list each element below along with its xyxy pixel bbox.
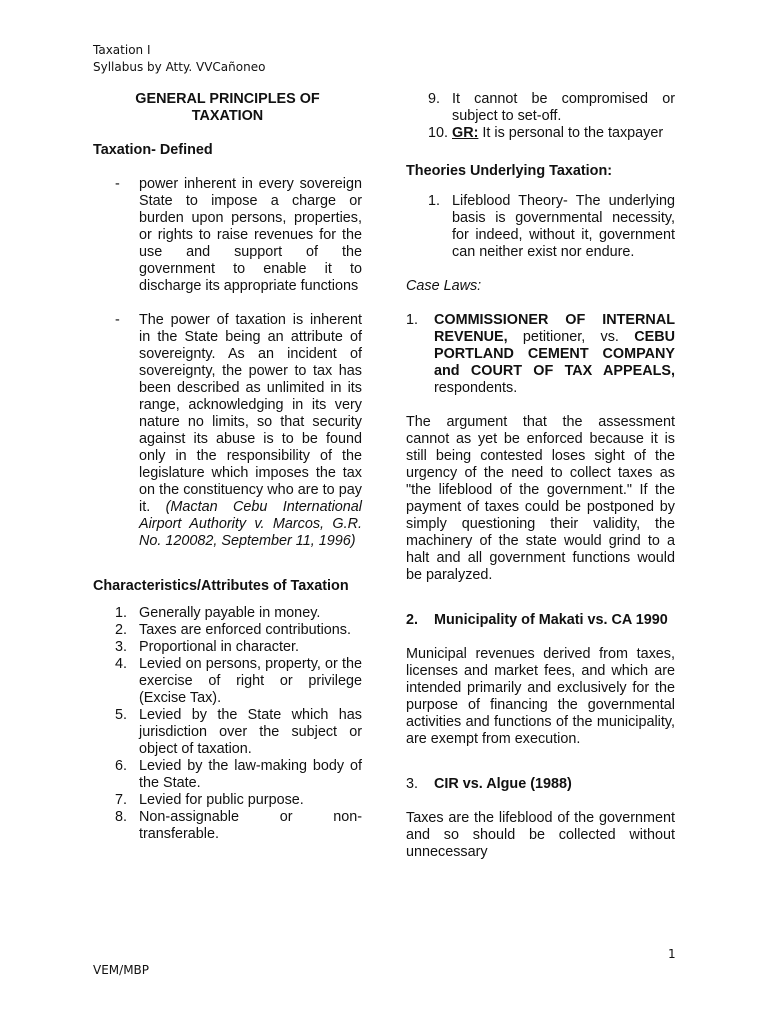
list-item: 10. GR: It is personal to the taxpayer xyxy=(428,125,664,141)
case-2-title: 2. Municipality of Makati vs. CA 1990 xyxy=(406,612,668,628)
list-item: 5. Levied by the State which has jurisdiction over the subject or object of taxation. xyxy=(115,707,362,757)
case-2-paragraph: Municipal revenues derived from taxes, licenses and market fees, and which are intended primarily and exclusively for the purpose of financing the governmental activities and functions of the municipality, are exempt from execution. xyxy=(406,646,675,747)
left-column xyxy=(93,91,362,843)
definition-bullet-1 xyxy=(93,176,362,295)
dash-marker: - xyxy=(115,312,120,328)
header-course: Taxation I xyxy=(93,43,151,57)
case-laws-heading: Case Laws: xyxy=(406,278,482,294)
page-number: 1 xyxy=(668,947,676,961)
running-footer: VEM/MBP xyxy=(93,963,150,977)
list-item: 4. Levied on persons, property, or the exercise of right or privilege (Excise Tax). xyxy=(115,656,362,706)
case-citation: (Mactan Cebu International Airport Authority v. Marcos, G.R. No. 120082, September 11, 1996) xyxy=(139,499,362,549)
general-rule-label: GR: xyxy=(452,125,479,141)
section-title: GENERAL PRINCIPLES OF TAXATION xyxy=(135,91,320,124)
list-item: 9. It cannot be compromised or subject to set-off. xyxy=(428,91,675,124)
list-item: 2. Taxes are enforced contributions. xyxy=(115,622,351,638)
running-header xyxy=(93,42,265,76)
bullet-text: The power of taxation is inherent in the State being an attribute of sovereignty. As an incident of sovereignty, the power to tax has been described as unlimited in its range, acknowledging in its very nature no limits, so that security against its abuse is to be found only in the responsibility of the legislature which imposes the tax on the constituency who are to pay it. xyxy=(139,312,362,515)
right-column xyxy=(406,91,675,861)
theories-list xyxy=(406,193,675,261)
case-1-title: 1. COMMISSIONER OF INTERNAL REVENUE, petitioner, vs. CEBU PORTLAND CEMENT COMPANY and COURT OF TAX APPEALS, respondents. xyxy=(406,312,675,396)
case-1-paragraph: The argument that the assessment cannot as yet be enforced because it is still being contested loses sight of the urgency of the need to collect taxes as "the lifeblood of the government." If the payment of taxes could be postponed by simply questioning their validity, the machinery of the state would grind to a halt and all government functions would be paralyzed. xyxy=(406,414,675,583)
characteristics-heading: Characteristics/Attributes of Taxation xyxy=(93,578,349,594)
list-item: 1. Lifeblood Theory- The underlying basis is governmental necessity, for indeed, without it, government can neither exist nor endure. xyxy=(428,193,675,260)
list-item: 3. Proportional in character. xyxy=(115,639,299,655)
definition-bullet-2 xyxy=(93,312,362,550)
case-3-paragraph: Taxes are the lifeblood of the government and so should be collected without unnecessary xyxy=(406,810,675,860)
list-item: 7. Levied for public purpose. xyxy=(115,792,304,808)
characteristics-list xyxy=(93,605,362,843)
dash-marker: - xyxy=(115,176,120,192)
case-3-title: 3. CIR vs. Algue (1988) xyxy=(406,776,572,792)
characteristics-list-continued xyxy=(406,91,675,142)
list-item: 8. Non-assignable or non-transferable. xyxy=(115,809,362,842)
theories-heading: Theories Underlying Taxation: xyxy=(406,163,613,179)
defined-heading: Taxation- Defined xyxy=(93,142,213,158)
bullet-text: power inherent in every sovereign State to impose a charge or burden upon persons, properties, or rights to raise revenues for the use and support of the government to enable it to discharge its appropriate functions xyxy=(139,176,362,294)
list-item: 1. Generally payable in money. xyxy=(115,605,321,621)
list-item: 6. Levied by the law-making body of the State. xyxy=(115,758,362,791)
header-author: Syllabus by Atty. VVCañoneo xyxy=(93,60,266,74)
